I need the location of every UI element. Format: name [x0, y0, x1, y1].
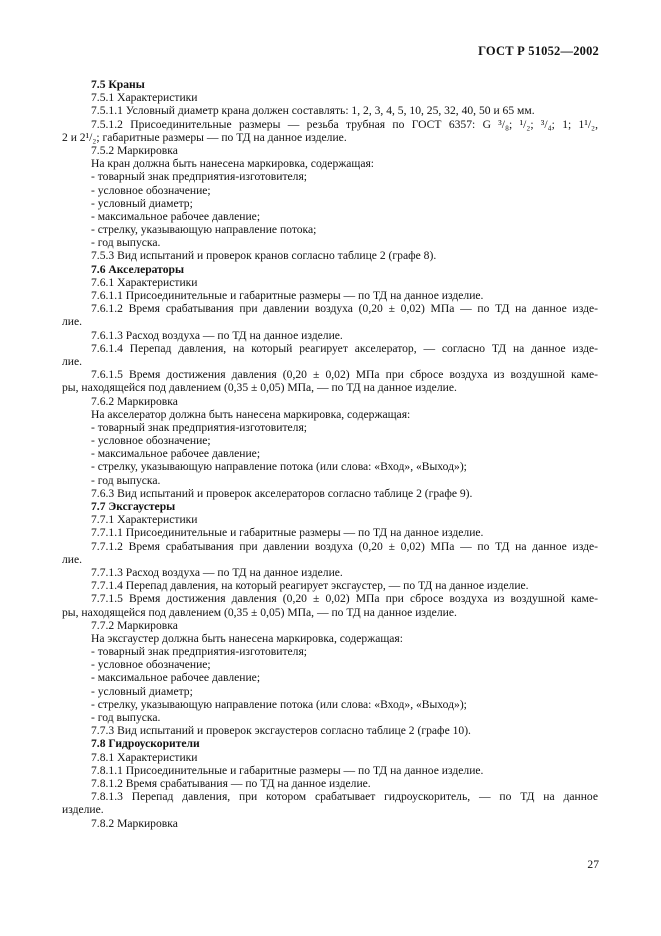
text-line: ры, находящейся под давлением (0,35 ± 0,05) МПа, — по ТД на данное изделие. — [62, 381, 457, 395]
list-item: - год выпуска. — [91, 473, 161, 487]
text-line: изделие. — [62, 803, 104, 817]
text-line: 7.7.1.2 Время срабатывания при давлении воздуха (0,20 ± 0,02) МПа — по ТД на данное изде- — [91, 539, 598, 553]
text-line: 2 и 2¹/₂; габаритные размеры — по ТД на данное изделие. — [62, 130, 347, 144]
text-line: 7.5.1.2 Присоединительные размеры — резьба трубная по ГОСТ 6357: G ³/₈; ¹/₂; ³/₄; 1; 1¹/₂, — [91, 117, 598, 131]
text-line: На акселератор должна быть нанесена маркировка, содержащая: — [91, 407, 411, 421]
list-item: - стрелку, указывающую направление потока (или слова: «Вход», «Выход»); — [91, 697, 467, 711]
text-line: 7.7.1.1 Присоединительные и габаритные размеры — по ТД на данное изделие. — [91, 526, 484, 540]
text-line: 7.6.1.5 Время достижения давления (0,20 ± 0,02) МПа при сбросе воздуха из воздушной каме- — [91, 368, 598, 382]
text-line: 7.6.1 Характеристики — [91, 275, 198, 289]
list-item: - условный диаметр; — [91, 196, 193, 210]
text-line: 7.5.2 Маркировка — [91, 143, 178, 157]
text-line: 7.5.1 Характеристики — [91, 91, 198, 105]
text-line: ры, находящейся под давлением (0,35 ± 0,05) МПа, — по ТД на данное изделие. — [62, 605, 457, 619]
text-line: 7.6.1.2 Время срабатывания при давлении воздуха (0,20 ± 0,02) МПа — по ТД на данное изде- — [91, 302, 598, 316]
list-item: - товарный знак предприятия-изготовителя; — [91, 645, 308, 659]
section-heading: 7.8 Гидроускорители — [91, 737, 200, 751]
section-heading: 7.6 Акселераторы — [91, 262, 185, 276]
document-body — [62, 78, 598, 830]
text-line: 7.6.3 Вид испытаний и проверок акселераторов согласно таблице 2 (графе 9). — [91, 486, 473, 500]
text-line: 7.8.1.1 Присоединительные и габаритные размеры — по ТД на данное изделие. — [91, 763, 484, 777]
list-item: - условное обозначение; — [91, 183, 211, 197]
text-line: 7.8.1.2 Время срабатывания — по ТД на данное изделие. — [91, 776, 371, 790]
section-heading: 7.5 Краны — [91, 78, 145, 91]
list-item: - стрелку, указывающую направление потока (или слова: «Вход», «Выход»); — [91, 460, 467, 474]
text-line: лие. — [62, 354, 83, 368]
list-item: - максимальное рабочее давление; — [91, 671, 261, 685]
list-item: - условный диаметр; — [91, 684, 193, 698]
list-item: - максимальное рабочее давление; — [91, 447, 261, 461]
text-line: 7.8.2 Маркировка — [91, 816, 178, 830]
list-item: - товарный знак предприятия-изготовителя; — [91, 420, 308, 434]
text-line: 7.8.1.3 Перепад давления, при котором срабатывает гидроускоритель, — по ТД на данное — [91, 790, 598, 804]
list-item: - год выпуска. — [91, 711, 161, 724]
text-line: На кран должна быть нанесена маркировка, содержащая: — [91, 157, 375, 171]
text-line: 7.7.2 Маркировка — [91, 618, 178, 632]
text-line: 7.6.1.1 Присоединительные и габаритные размеры — по ТД на данное изделие. — [91, 289, 484, 302]
text-line: 7.5.3 Вид испытаний и проверок кранов согласно таблице 2 (графе 8). — [91, 249, 437, 263]
text-line: 7.8.1 Характеристики — [91, 750, 198, 764]
text-line: 7.6.1.4 Перепад давления, на который реагирует акселератор, — согласно ТД на данное изде- — [91, 341, 598, 355]
text-line: 7.7.1.3 Расход воздуха — по ТД на данное изделие. — [91, 565, 343, 579]
text-line: 7.5.1.1 Условный диаметр крана должен составлять: 1, 2, 3, 4, 5, 10, 25, 32, 40, 50 и 65 мм. — [91, 104, 535, 118]
text-line: 7.6.1.3 Расход воздуха — по ТД на данное изделие. — [91, 328, 343, 342]
text-line: 7.7.1.4 Перепад давления, на который реагирует эксгаустер, — по ТД на данное изделие. — [91, 579, 529, 593]
list-item: - условное обозначение; — [91, 434, 211, 448]
text-line: 7.6.2 Маркировка — [91, 394, 178, 408]
list-item: - товарный знак предприятия-изготовителя; — [91, 170, 308, 184]
text-line: На эксгаустер должна быть нанесена маркировка, содержащая: — [91, 631, 403, 645]
text-line: 7.7.1.5 Время достижения давления (0,20 ± 0,02) МПа при сбросе воздуха из воздушной каме- — [91, 592, 598, 606]
list-item: - стрелку, указывающую направление потока; — [91, 223, 317, 237]
section-heading: 7.7 Эксгаустеры — [91, 500, 176, 513]
page-number: 27 — [587, 858, 599, 871]
text-line: лие. — [62, 552, 83, 566]
list-item: - условное обозначение; — [91, 658, 211, 672]
list-item: - максимальное рабочее давление; — [91, 209, 261, 223]
text-line: 7.7.1 Характеристики — [91, 513, 198, 527]
text-line: 7.7.3 Вид испытаний и проверок эксгаустеров согласно таблице 2 (графе 10). — [91, 724, 471, 738]
text-line: лие. — [62, 315, 83, 329]
page-header-title: ГОСТ Р 51052—2002 — [478, 44, 599, 58]
list-item: - год выпуска. — [91, 236, 161, 250]
